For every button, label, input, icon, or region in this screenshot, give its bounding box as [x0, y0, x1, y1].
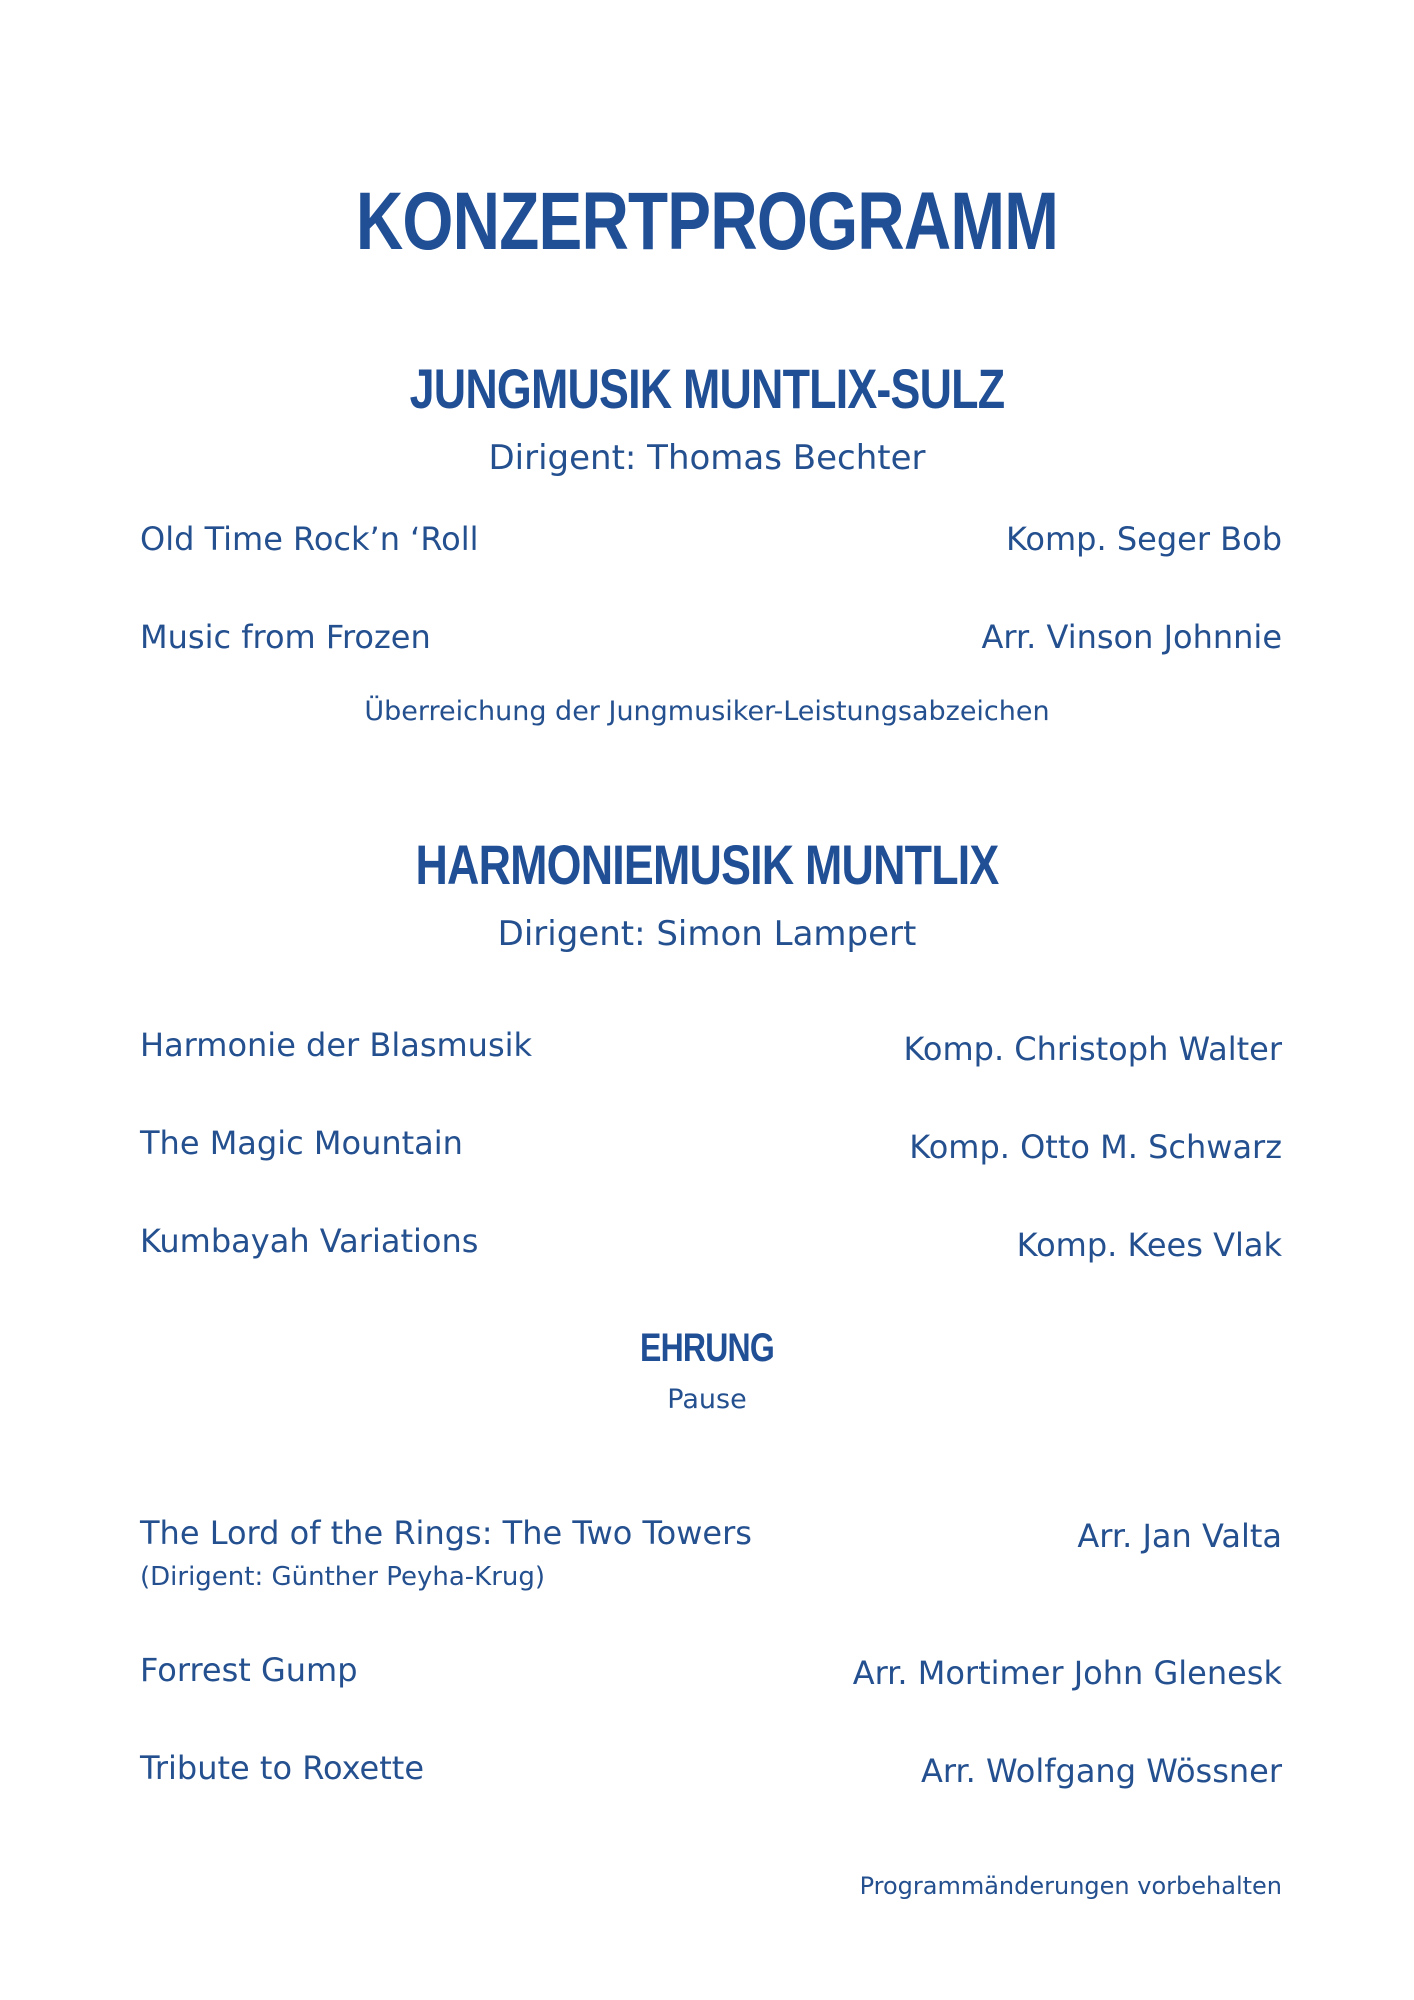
piece-title: Harmonie der Blasmusik	[140, 1026, 533, 1064]
piece-credit: Komp. Kees Vlak	[1016, 1226, 1282, 1264]
conductor-harmoniemusik: Dirigent: Simon Lampert	[497, 914, 917, 954]
piece-title: Forrest Gump	[140, 1651, 358, 1689]
piece-credit: Komp. Christoph Walter	[903, 1030, 1282, 1068]
piece-title: Old Time Rock’n ‘Roll	[140, 520, 479, 558]
piece-title: Tribute to Roxette	[140, 1749, 424, 1787]
conductor-jungmusik: Dirigent: Thomas Bechter	[488, 438, 926, 478]
section-heading-ehrung: EHRUNG	[640, 1326, 774, 1370]
footer-note: Programmänderungen vorbehalten	[859, 1872, 1282, 1900]
piece-credit: Arr. Vinson Johnnie	[981, 618, 1282, 656]
page-title: KONZERTPROGRAMM	[355, 176, 1059, 267]
piece-credit: Arr. Wolfgang Wössner	[920, 1752, 1282, 1790]
section-heading-jungmusik: JUNGMUSIK MUNTLIX-SULZ	[409, 357, 1005, 420]
piece-title: Music from Frozen	[140, 618, 431, 656]
piece-credit: Arr. Jan Valta	[1077, 1517, 1282, 1555]
award-note: Überreichung der Jungmusiker-Leistungsabzeichen	[364, 696, 1050, 727]
section-heading-harmoniemusik: HARMONIEMUSIK MUNTLIX	[415, 833, 999, 896]
piece-title: The Magic Mountain	[140, 1124, 463, 1162]
piece-title: The Lord of the Rings: The Two Towers	[140, 1514, 752, 1552]
pause-note: Pause	[667, 1384, 747, 1415]
piece-title: Kumbayah Variations	[140, 1222, 479, 1260]
piece-credit: Komp. Seger Bob	[1006, 520, 1282, 558]
piece-subtitle: (Dirigent: Günther Peyha-Krug)	[140, 1562, 546, 1592]
piece-credit: Arr. Mortimer John Glenesk	[852, 1654, 1282, 1692]
piece-credit: Komp. Otto M. Schwarz	[909, 1128, 1282, 1166]
